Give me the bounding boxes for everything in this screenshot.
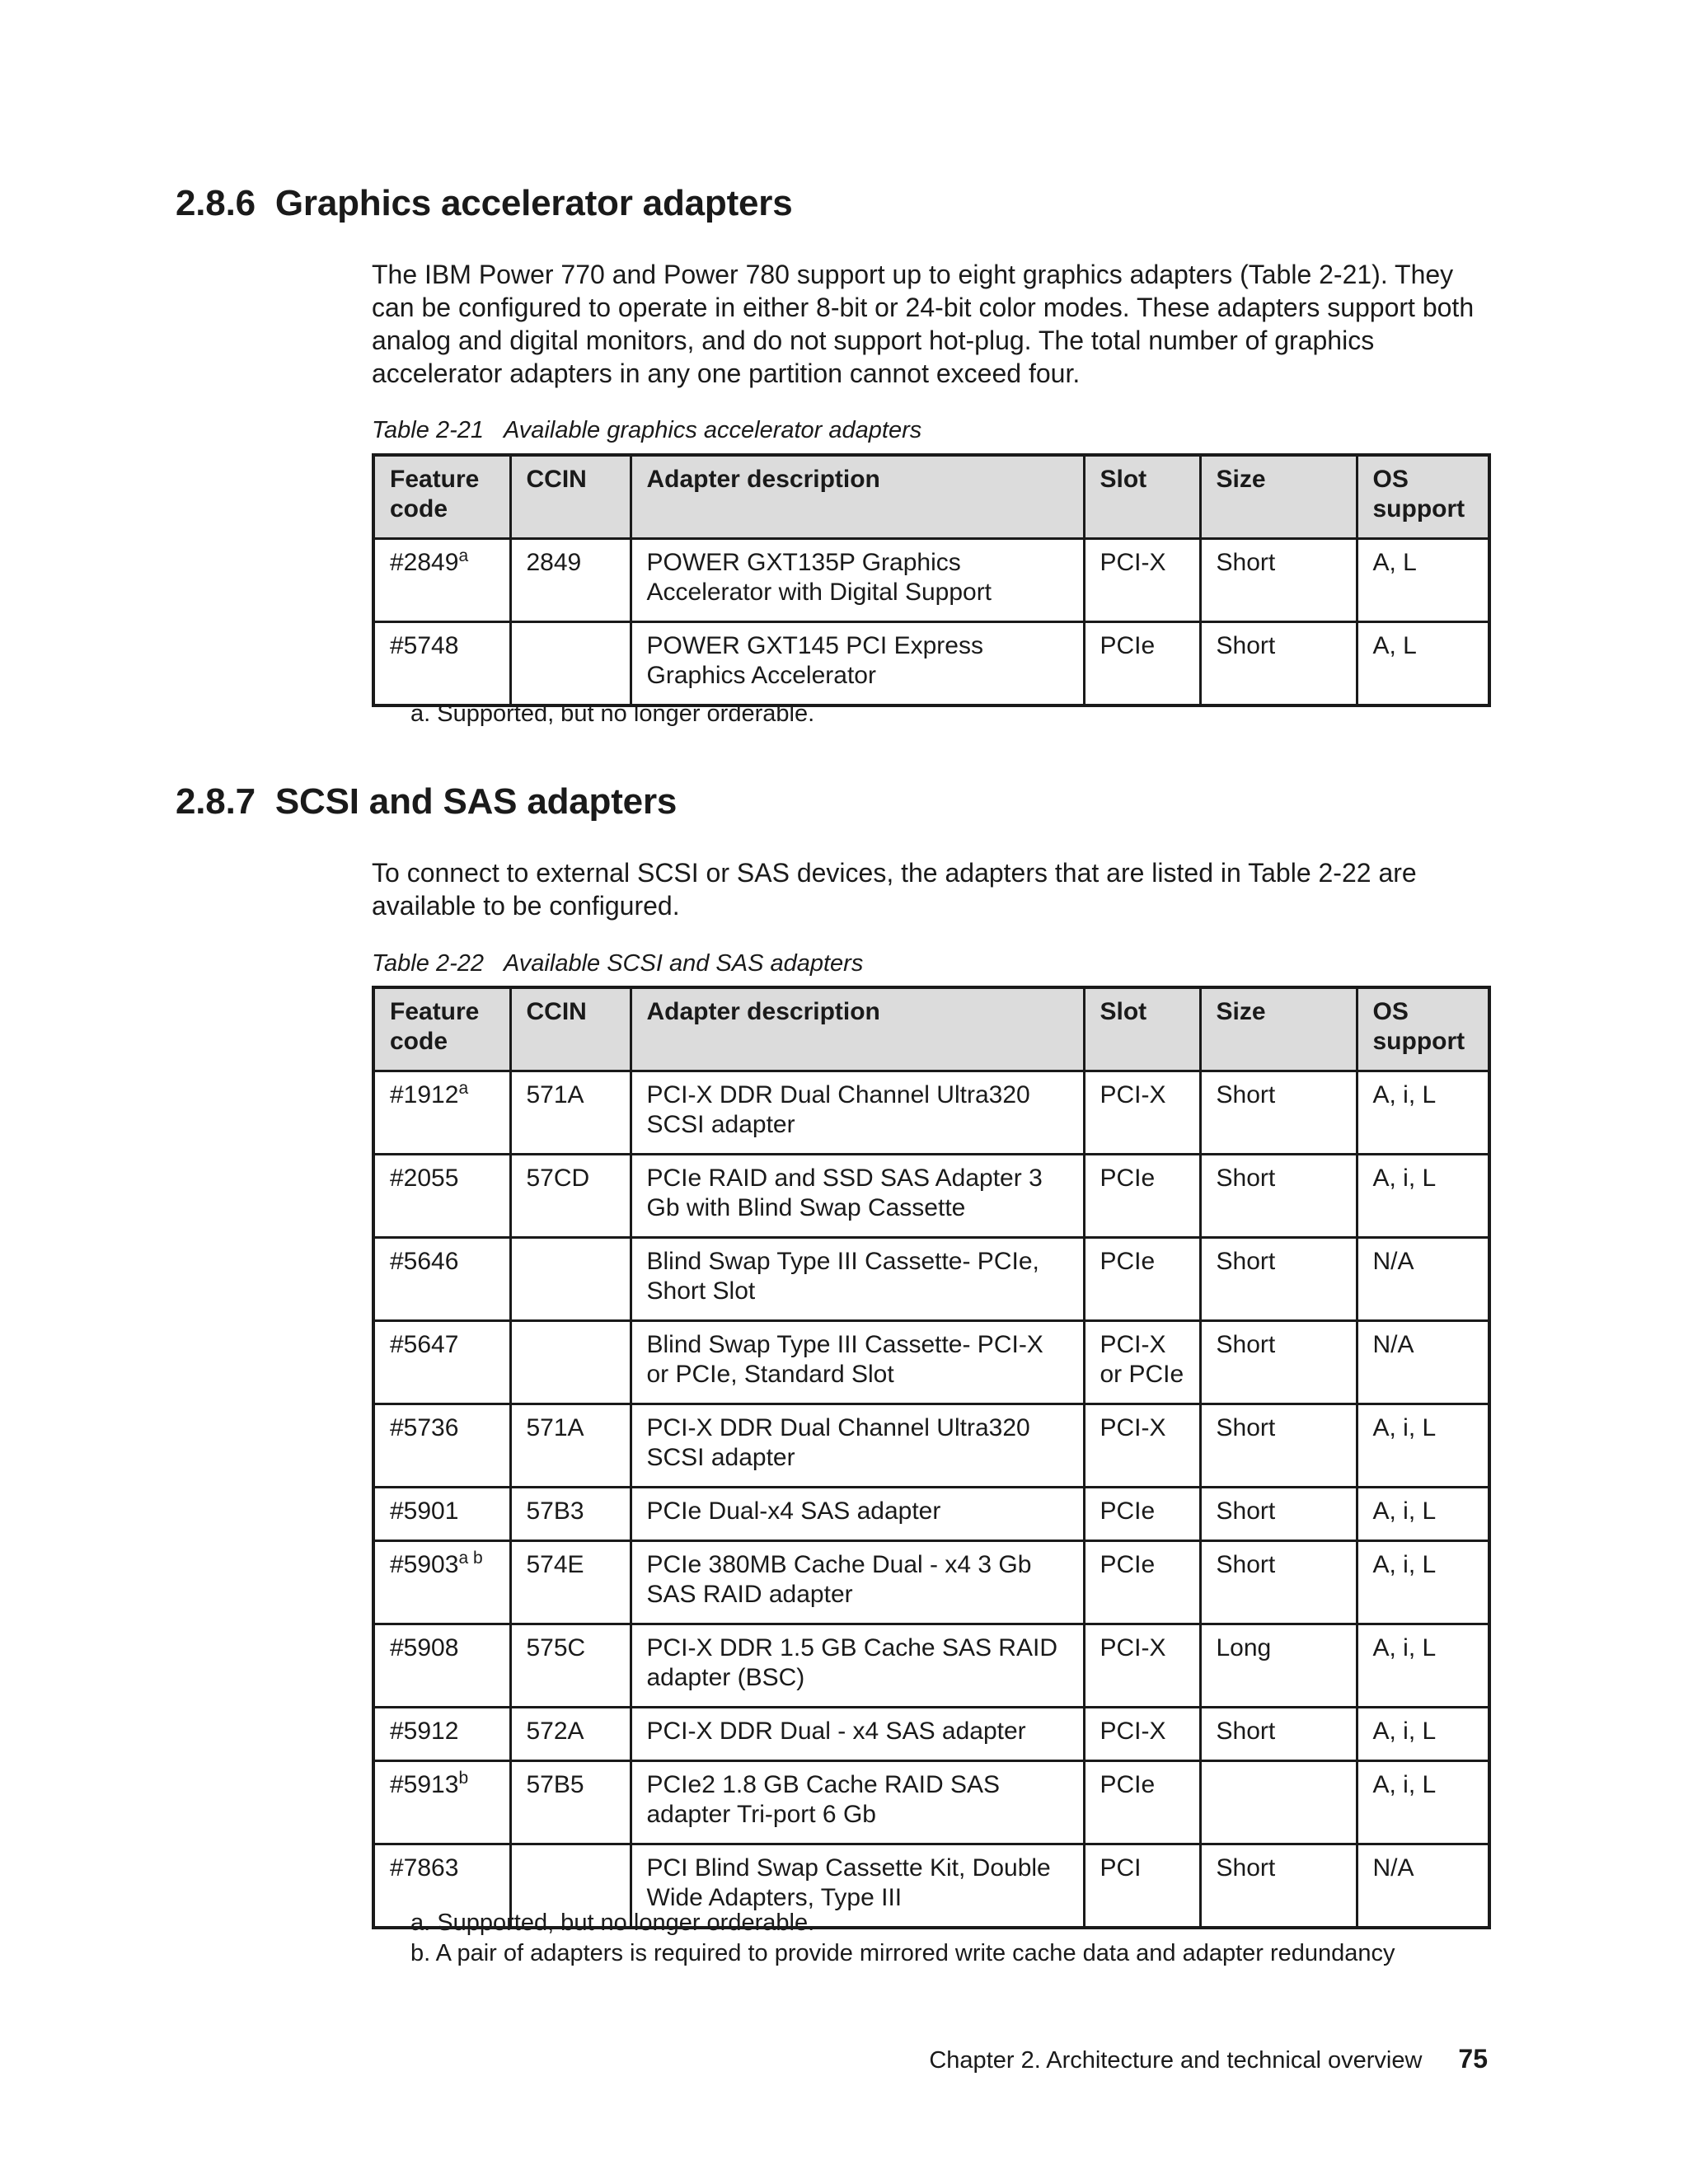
os-support-cell: A, L xyxy=(1357,539,1489,622)
section-title: Graphics accelerator adapters xyxy=(274,183,793,223)
ccin-cell: 572A xyxy=(510,1708,631,1761)
slot-cell: PCIe xyxy=(1084,622,1200,706)
os-support-cell: A, L xyxy=(1357,622,1489,706)
column-header: Size xyxy=(1200,455,1357,539)
feature-code: #2055 xyxy=(390,1165,459,1192)
slot-cell: PCI-X xyxy=(1084,539,1200,622)
size-cell xyxy=(1200,1761,1357,1844)
description-cell: POWER GXT145 PCI Express Graphics Accelerator xyxy=(631,622,1084,706)
feature-code-cell xyxy=(373,1541,510,1624)
footnote-marker: a xyxy=(458,546,469,565)
description-cell: PCIe Dual-x4 SAS adapter xyxy=(631,1488,1084,1541)
description-cell: POWER GXT135P Graphics Accelerator with Digital Support xyxy=(631,539,1084,622)
section-number: 2.8.6 xyxy=(176,183,256,223)
page-number: 75 xyxy=(1458,2044,1488,2074)
os-support-cell: A, i, L xyxy=(1357,1404,1489,1488)
column-header: CCIN xyxy=(510,987,631,1071)
feature-code-cell xyxy=(373,622,510,706)
table-row xyxy=(373,1071,1489,1155)
scsi-sas-adapters-table xyxy=(372,986,1491,1929)
table-row xyxy=(373,1488,1489,1541)
os-support-cell: N/A xyxy=(1357,1238,1489,1321)
size-cell: Short xyxy=(1200,1488,1357,1541)
column-header: OS support xyxy=(1357,987,1489,1071)
feature-code: #7863 xyxy=(390,1854,459,1882)
feature-code: #5736 xyxy=(390,1414,459,1441)
column-header: Feature code xyxy=(373,987,510,1071)
feature-code-cell xyxy=(373,1761,510,1844)
os-support-cell: A, i, L xyxy=(1357,1155,1489,1238)
feature-code-cell xyxy=(373,1238,510,1321)
table-footnote: b. A pair of adapters is required to provide mirrored write cache data and adapter redundancy xyxy=(410,1940,1395,1966)
ccin-cell: 57CD xyxy=(510,1155,631,1238)
feature-code: #5901 xyxy=(390,1497,459,1525)
footer-chapter: Chapter 2. Architecture and technical overview xyxy=(929,2047,1423,2074)
os-support-cell: A, i, L xyxy=(1357,1488,1489,1541)
table-header-row xyxy=(373,987,1489,1071)
feature-code: #5908 xyxy=(390,1634,459,1661)
size-cell: Long xyxy=(1200,1624,1357,1708)
size-cell: Short xyxy=(1200,1071,1357,1155)
ccin-cell: 571A xyxy=(510,1071,631,1155)
ccin-cell xyxy=(510,1321,631,1404)
size-cell: Short xyxy=(1200,1404,1357,1488)
feature-code: #5748 xyxy=(390,632,459,659)
section-heading-scsi-sas xyxy=(176,781,677,823)
slot-cell: PCIe xyxy=(1084,1541,1200,1624)
ccin-cell: 571A xyxy=(510,1404,631,1488)
table-row xyxy=(373,1404,1489,1488)
table-caption-label: Table 2-21 xyxy=(372,417,484,443)
feature-code-cell xyxy=(373,1708,510,1761)
table-footnote: a. Supported, but no longer orderable. xyxy=(410,1910,815,1936)
table-row xyxy=(373,1624,1489,1708)
column-header: Slot xyxy=(1084,987,1200,1071)
section-number: 2.8.7 xyxy=(176,781,256,822)
description-cell: PCIe2 1.8 GB Cache RAID SAS adapter Tri-port 6 Gb xyxy=(631,1761,1084,1844)
column-header: Size xyxy=(1200,987,1357,1071)
feature-code-cell xyxy=(373,1624,510,1708)
table-caption-label: Table 2-22 xyxy=(372,950,484,977)
page-footer xyxy=(929,2044,1488,2074)
slot-cell: PCIe xyxy=(1084,1488,1200,1541)
os-support-cell: A, i, L xyxy=(1357,1071,1489,1155)
size-cell: Short xyxy=(1200,1541,1357,1624)
slot-cell: PCI xyxy=(1084,1844,1200,1929)
feature-code: #5903 xyxy=(390,1551,459,1578)
ccin-cell xyxy=(510,622,631,706)
slot-cell: PCI-X or PCIe xyxy=(1084,1321,1200,1404)
description-cell: PCIe RAID and SSD SAS Adapter 3 Gb with Blind Swap Cassette xyxy=(631,1155,1084,1238)
table-row xyxy=(373,1541,1489,1624)
size-cell: Short xyxy=(1200,622,1357,706)
feature-code-cell xyxy=(373,1071,510,1155)
size-cell: Short xyxy=(1200,1155,1357,1238)
os-support-cell: A, i, L xyxy=(1357,1708,1489,1761)
table-caption xyxy=(372,417,921,444)
slot-cell: PCI-X xyxy=(1084,1404,1200,1488)
feature-code: #5912 xyxy=(390,1718,459,1745)
os-support-cell: N/A xyxy=(1357,1844,1489,1929)
table-row xyxy=(373,539,1489,622)
slot-cell: PCI-X xyxy=(1084,1708,1200,1761)
graphics-adapters-table xyxy=(372,453,1491,707)
column-header: Adapter description xyxy=(631,987,1084,1071)
description-cell: PCI-X DDR 1.5 GB Cache SAS RAID adapter (BSC) xyxy=(631,1624,1084,1708)
size-cell: Short xyxy=(1200,1321,1357,1404)
footnote-marker: a b xyxy=(458,1549,483,1568)
ccin-cell: 2849 xyxy=(510,539,631,622)
description-cell: PCIe 380MB Cache Dual - x4 3 Gb SAS RAID adapter xyxy=(631,1541,1084,1624)
size-cell: Short xyxy=(1200,539,1357,622)
feature-code: #5913 xyxy=(390,1771,459,1798)
feature-code-cell xyxy=(373,539,510,622)
slot-cell: PCI-X xyxy=(1084,1624,1200,1708)
section-heading-graphics xyxy=(176,183,793,224)
column-header: CCIN xyxy=(510,455,631,539)
table-caption-title: Available SCSI and SAS adapters xyxy=(503,950,864,977)
column-header: OS support xyxy=(1357,455,1489,539)
table-row xyxy=(373,622,1489,706)
feature-code-cell xyxy=(373,1321,510,1404)
description-cell: PCI-X DDR Dual - x4 SAS adapter xyxy=(631,1708,1084,1761)
footnote-marker: a xyxy=(458,1079,469,1098)
feature-code: #5646 xyxy=(390,1248,459,1275)
description-cell: PCI Blind Swap Cassette Kit, Double Wide Adapters, Type III xyxy=(631,1844,1084,1929)
table-row xyxy=(373,1321,1489,1404)
slot-cell: PCIe xyxy=(1084,1155,1200,1238)
description-cell: PCI-X DDR Dual Channel Ultra320 SCSI adapter xyxy=(631,1404,1084,1488)
ccin-cell: 575C xyxy=(510,1624,631,1708)
feature-code: #2849 xyxy=(390,549,459,576)
ccin-cell: 574E xyxy=(510,1541,631,1624)
size-cell: Short xyxy=(1200,1844,1357,1929)
column-header: Adapter description xyxy=(631,455,1084,539)
description-cell: Blind Swap Type III Cassette- PCI-X or PCIe, Standard Slot xyxy=(631,1321,1084,1404)
slot-cell: PCIe xyxy=(1084,1761,1200,1844)
section-paragraph: To connect to external SCSI or SAS devices, the adapters that are listed in Table 2-22 are available to be configured. xyxy=(372,858,1417,921)
table-caption xyxy=(372,950,863,977)
feature-code-cell xyxy=(373,1488,510,1541)
feature-code-cell xyxy=(373,1404,510,1488)
table-footnote: a. Supported, but no longer orderable. xyxy=(410,701,815,727)
table-row xyxy=(373,1155,1489,1238)
size-cell: Short xyxy=(1200,1708,1357,1761)
slot-cell: PCI-X xyxy=(1084,1071,1200,1155)
description-cell: Blind Swap Type III Cassette- PCIe, Short Slot xyxy=(631,1238,1084,1321)
slot-cell: PCIe xyxy=(1084,1238,1200,1321)
table-row xyxy=(373,1761,1489,1844)
column-header: Feature code xyxy=(373,455,510,539)
table-header-row xyxy=(373,455,1489,539)
section-paragraph: The IBM Power 770 and Power 780 support up to eight graphics adapters (Table 2-21). They can be configured to operate in either 8-bit or 24-bit color modes. These adapters support both analog and digital monitors, and do not support hot-plug. The total number of graphics accelerator adapters in any one partition cannot exceed four. xyxy=(372,260,1475,388)
section-title: SCSI and SAS adapters xyxy=(274,781,678,822)
os-support-cell: A, i, L xyxy=(1357,1541,1489,1624)
os-support-cell: N/A xyxy=(1357,1321,1489,1404)
os-support-cell: A, i, L xyxy=(1357,1624,1489,1708)
ccin-cell: 57B5 xyxy=(510,1761,631,1844)
feature-code: #5647 xyxy=(390,1331,459,1358)
ccin-cell xyxy=(510,1238,631,1321)
column-header: Slot xyxy=(1084,455,1200,539)
size-cell: Short xyxy=(1200,1238,1357,1321)
footnote-marker: b xyxy=(458,1769,469,1788)
feature-code-cell xyxy=(373,1155,510,1238)
os-support-cell: A, i, L xyxy=(1357,1761,1489,1844)
description-cell: PCI-X DDR Dual Channel Ultra320 SCSI adapter xyxy=(631,1071,1084,1155)
table-row xyxy=(373,1708,1489,1761)
ccin-cell: 57B3 xyxy=(510,1488,631,1541)
feature-code: #1912 xyxy=(390,1081,459,1108)
table-caption-title: Available graphics accelerator adapters xyxy=(503,417,922,443)
table-row xyxy=(373,1238,1489,1321)
